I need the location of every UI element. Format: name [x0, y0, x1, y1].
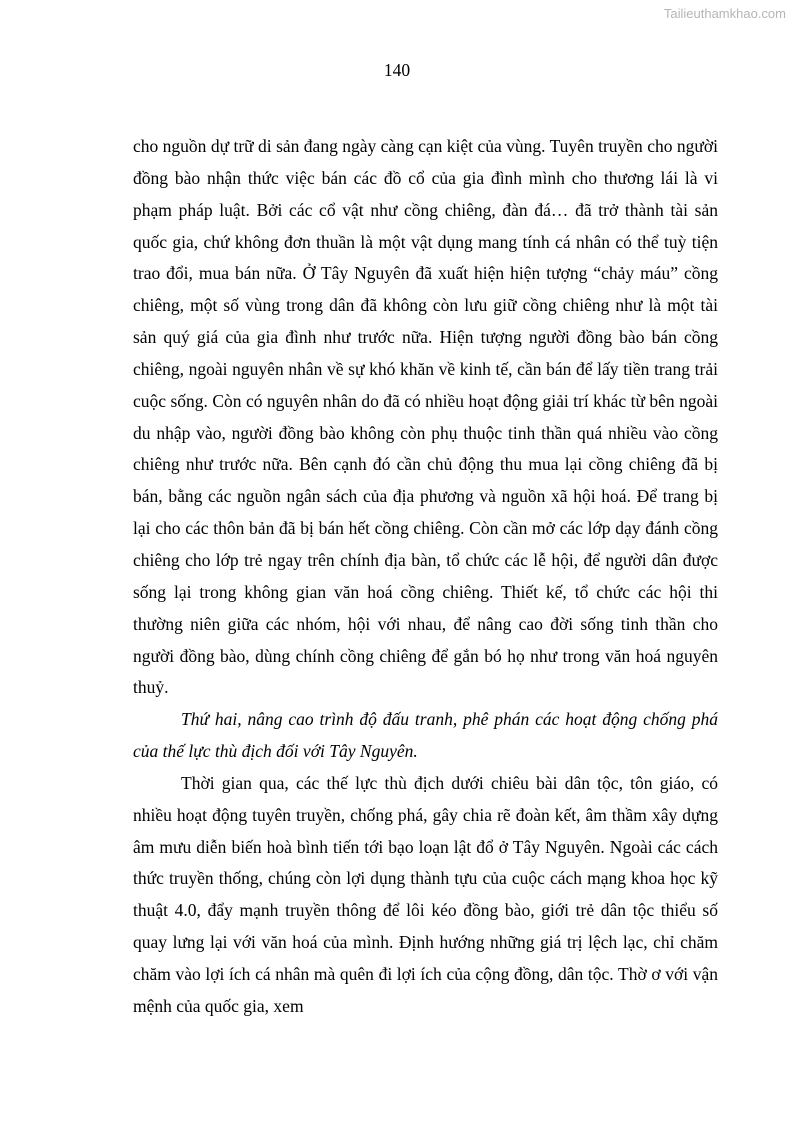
- paragraph-body: Thời gian qua, các thế lực thù địch dưới chiêu bài dân tộc, tôn giáo, có nhiều hoạt động tuyên truyền, chống phá, gây chia rẽ đoàn kết, âm thầm xây dựng âm mưu diễn biến hoà bình tiến tới bạo loạn lật đổ ở Tây Nguyên. Ngoài các cách thức truyền thống, chúng còn lợi dụng thành tựu của cuộc cách mạng khoa học kỹ thuật 4.0, đẩy mạnh truyền thông để lôi kéo đồng bào, giới trẻ dân tộc thiểu số quay lưng lại với văn hoá của mình. Định hướng những giá trị lệch lạc, chỉ chăm chăm vào lợi ích cá nhân mà quên đi lợi ích của cộng đồng, dân tộc. Thờ ơ với vận mệnh của quốc gia, xem: [133, 772, 718, 1016]
- page-number: 140: [383, 60, 411, 80]
- paragraph-continuation: cho nguồn dự trữ di sản đang ngày càng cạn kiệt của vùng. Tuyên truyền cho người đồng bào nhận thức việc bán các đồ cổ của gia đình mình cho thương lái là vi phạm pháp luật. Bởi các cổ vật như cồng chiêng, đàn đá… đã trở thành tài sản quốc gia, chứ không đơn thuần là một vật dụng mang tính cá nhân có thể tuỳ tiện trao đổi, mua bán nữa. Ở Tây Nguyên đã xuất hiện hiện tượng “chảy máu” cồng chiêng, một số vùng trong dân đã không còn lưu giữ cồng chiêng như là một tài sản quý giá của gia đình như trước nữa. Hiện tượng người đồng bào bán cồng chiêng, ngoài nguyên nhân về sự khó khăn về kinh tế, cần bán để lấy tiền trang trải cuộc sống. Còn có nguyên nhân do đã có nhiều hoạt động giải trí khác từ bên ngoài du nhập vào, người đồng bào không còn phụ thuộc tinh thần quá nhiều vào cồng chiêng như trước nữa. Bên cạnh đó cần chủ động thu mua lại cồng chiêng đã bị bán, bằng các nguồn ngân sách của địa phương và nguồn xã hội hoá. Để trang bị lại cho các thôn bản đã bị bán hết cồng chiêng. Còn cần mở các lớp dạy đánh cồng chiêng cho lớp trẻ ngay trên chính địa bàn, tổ chức các lễ hội, để người dân được sống lại trong không gian văn hoá cồng chiêng. Thiết kế, tổ chức các hội thi thường niên giữa các nhóm, hội với nhau, để nâng cao đời sống tinh thần cho người đồng bào, dùng chính cồng chiêng để gắn bó họ như trong văn hoá nguyên thuỷ.: [133, 136, 718, 698]
- section-heading-italic: Thứ hai, nâng cao trình độ đấu tranh, phê phán các hoạt động chống phá của thế lực thù địch đối với Tây Nguyên.: [133, 709, 718, 762]
- document-body: [133, 131, 718, 1023]
- watermark-text: Tailieuthamkhao.com: [663, 6, 786, 21]
